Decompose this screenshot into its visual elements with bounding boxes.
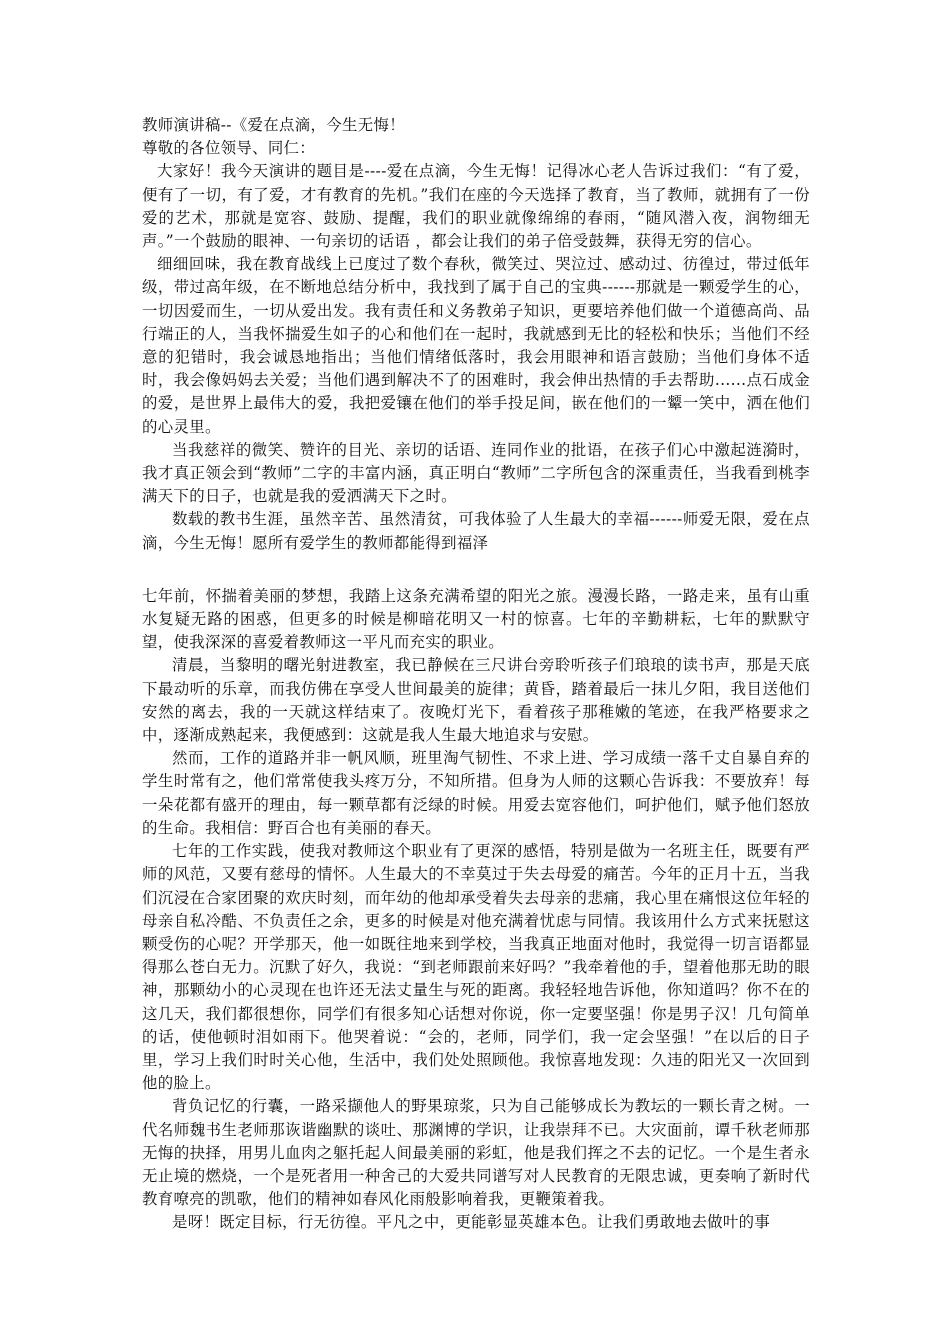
document-body — [142, 114, 810, 1235]
section-gap — [142, 555, 810, 585]
paragraph: 数载的教书生涯，虽然辛苦、虽然清贫，可我体验了人生最大的幸福------师爱无限，爱在点滴，今生无悔！愿所有爱学生的教师都能得到福泽 — [142, 510, 810, 552]
paragraph: 背负记忆的行囊，一路采撷他人的野果琼浆，只为自己能够成长为教坛的一颗长青之树。一代名师魏书生老师那诙谐幽默的谈吐、那渊博的学识，让我崇拜不已。大灾面前，谭千秋老师那无悔的抉择，用男儿血肉之躯托起人间最美丽的彩虹，他是我们挥之不去的记忆。一个是生者永无止境的燃烧，一个是死者用一种舍己的大爱共同谱写对人民教育的无限忠诚，更奏响了新时代教育嘹亮的凯歌，他们的精神如春风化雨般影响着我，更鞭策着我。 — [142, 1097, 810, 1209]
document-title: 教师演讲稿--《爱在点滴，今生无悔！ — [142, 116, 405, 134]
paragraph: 清晨，当黎明的曙光射进教室，我已静候在三尺讲台旁聆听孩子们琅琅的读书声，那是天底下最动听的乐章，而我仿佛在享受人世间最美的旋律；黄昏，踏着最后一抹儿夕阳，我目送他们安然的离去，我的一天就这样结束了。夜晚灯光下，看着孩子那稚嫩的笔迹，在我严格要求之中，逐渐成熟起来，我便感到：这就是我人生最大地追求与安慰。 — [142, 656, 810, 745]
paragraph: 七年的工作实践，使我对教师这个职业有了更深的感悟，特别是做为一名班主任，既要有严师的风范，又要有慈母的情怀。人生最大的不幸莫过于失去母爱的痛苦。今年的正月十五，当我们沉浸在合家团聚的欢庆时刻，而年幼的他却承受着失去母亲的悲痛，我心里在痛恨这位年轻的母亲自私冷酷、不负责任之余，更多的时候是对他充满着忧虑与同情。我该用什么方式来抚慰这颗受伤的心呢？开学那天，他一如既往地来到学校，当我真正地面对他时，我觉得一切言语都显得那么苍白无力。沉默了好久，我说：“到老师跟前来好吗？”我牵着他的手，望着他那无助的眼神，那颗幼小的心灵现在也许还无法丈量生与死的距离。我轻轻地告诉他，你知道吗？你不在的这几天，我们都很想你，同学们有很多知心话想对你说，你一定要坚强！你是男子汉！几句简单的话，使他顿时泪如雨下。他哭着说：“会的，老师，同学们，我一定会坚强！”在以后的日子里，学习上我们时时关心他，生活中，我们处处照顾他。我惊喜地发现：久违的阳光又一次回到他的脸上。 — [142, 842, 810, 1093]
paragraph: 然而，工作的道路并非一帆风顺，班里淘气韧性、不求上进、学习成绩一落千丈自暴自弃的学生时常有之，他们常常使我头疼万分，不知所措。但身为人师的这颗心告诉我：不要放弃！每一朵花都有盛开的理由，每一颗草都有泛绿的时候。用爱去宽容他们，呵护他们，赋予他们怒放的生命。我相信：野百合也有美丽的春天。 — [142, 749, 810, 837]
paragraph: 是呀！既定目标，行无彷徨。平凡之中，更能彰显英雄本色。让我们勇敢地去做叶的事 — [172, 1213, 771, 1232]
paragraph: 细细回味，我在教育战线上已度过了数个春秋，微笑过、哭泣过、感动过、彷徨过，带过低年级，带过高年级，在不断地总结分析中，我找到了属于自己的宝典------那就是一颗爱学生的心，一切因爱而生，一切从爱出发。我有责任和义务教弟子知识，更要培养他们做一个道德高尚、品行端正的人，当我怀揣爱生如子的心和他们在一起时，我就感到无比的轻松和快乐；当他们不经意的犯错时，我会诚恳地指出；当他们情绪低落时，我会用眼神和语言鼓励；当他们身体不适时，我会像妈妈去关爱；当他们遇到解决不了的困难时，我会伸出热情的手去帮助......点石成金的爱，是世界上最伟大的爱，我把爱镶在他们的举手投足间，嵌在他们的一颦一笑中，洒在他们的心灵里。 — [142, 255, 810, 436]
salutation: 尊敬的各位领导、同仁： — [142, 139, 316, 158]
paragraph: 大家好！我今天演讲的题目是----爱在点滴，今生无悔！记得冰心老人告诉过我们：“有了爱，便有了一切，有了爱，才有教育的先机。”我们在座的今天选择了教育，当了教师，就拥有了一份爱的艺术，那就是宽容、鼓励、提醒，我们的职业就像绵绵的春雨，“随风潜入夜，润物细无声。”一个鼓励的眼神、一句亲切的话语 ，都会让我们的弟子倍受鼓舞，获得无穷的信心。 — [142, 162, 810, 251]
paragraph: 当我慈祥的微笑、赞许的目光、亲切的话语、连同作业的批语，在孩子们心中激起涟漪时，我才真正领会到“教师”二字的丰富内涵，真正明白“教师”二字所包含的深重责任，当我看到桃李满天下的日子，也就是我的爱洒满天下之时。 — [142, 440, 810, 506]
paragraph: 七年前，怀揣着美丽的梦想，我踏上这条充满希望的阳光之旅。漫漫长路，一路走来，虽有山重水复疑无路的困惑，但更多的时候是柳暗花明又一村的惊喜。七年的辛勤耕耘，七年的默默守望，使我深深的喜爱着教师这一平凡而充实的职业。 — [142, 586, 810, 652]
